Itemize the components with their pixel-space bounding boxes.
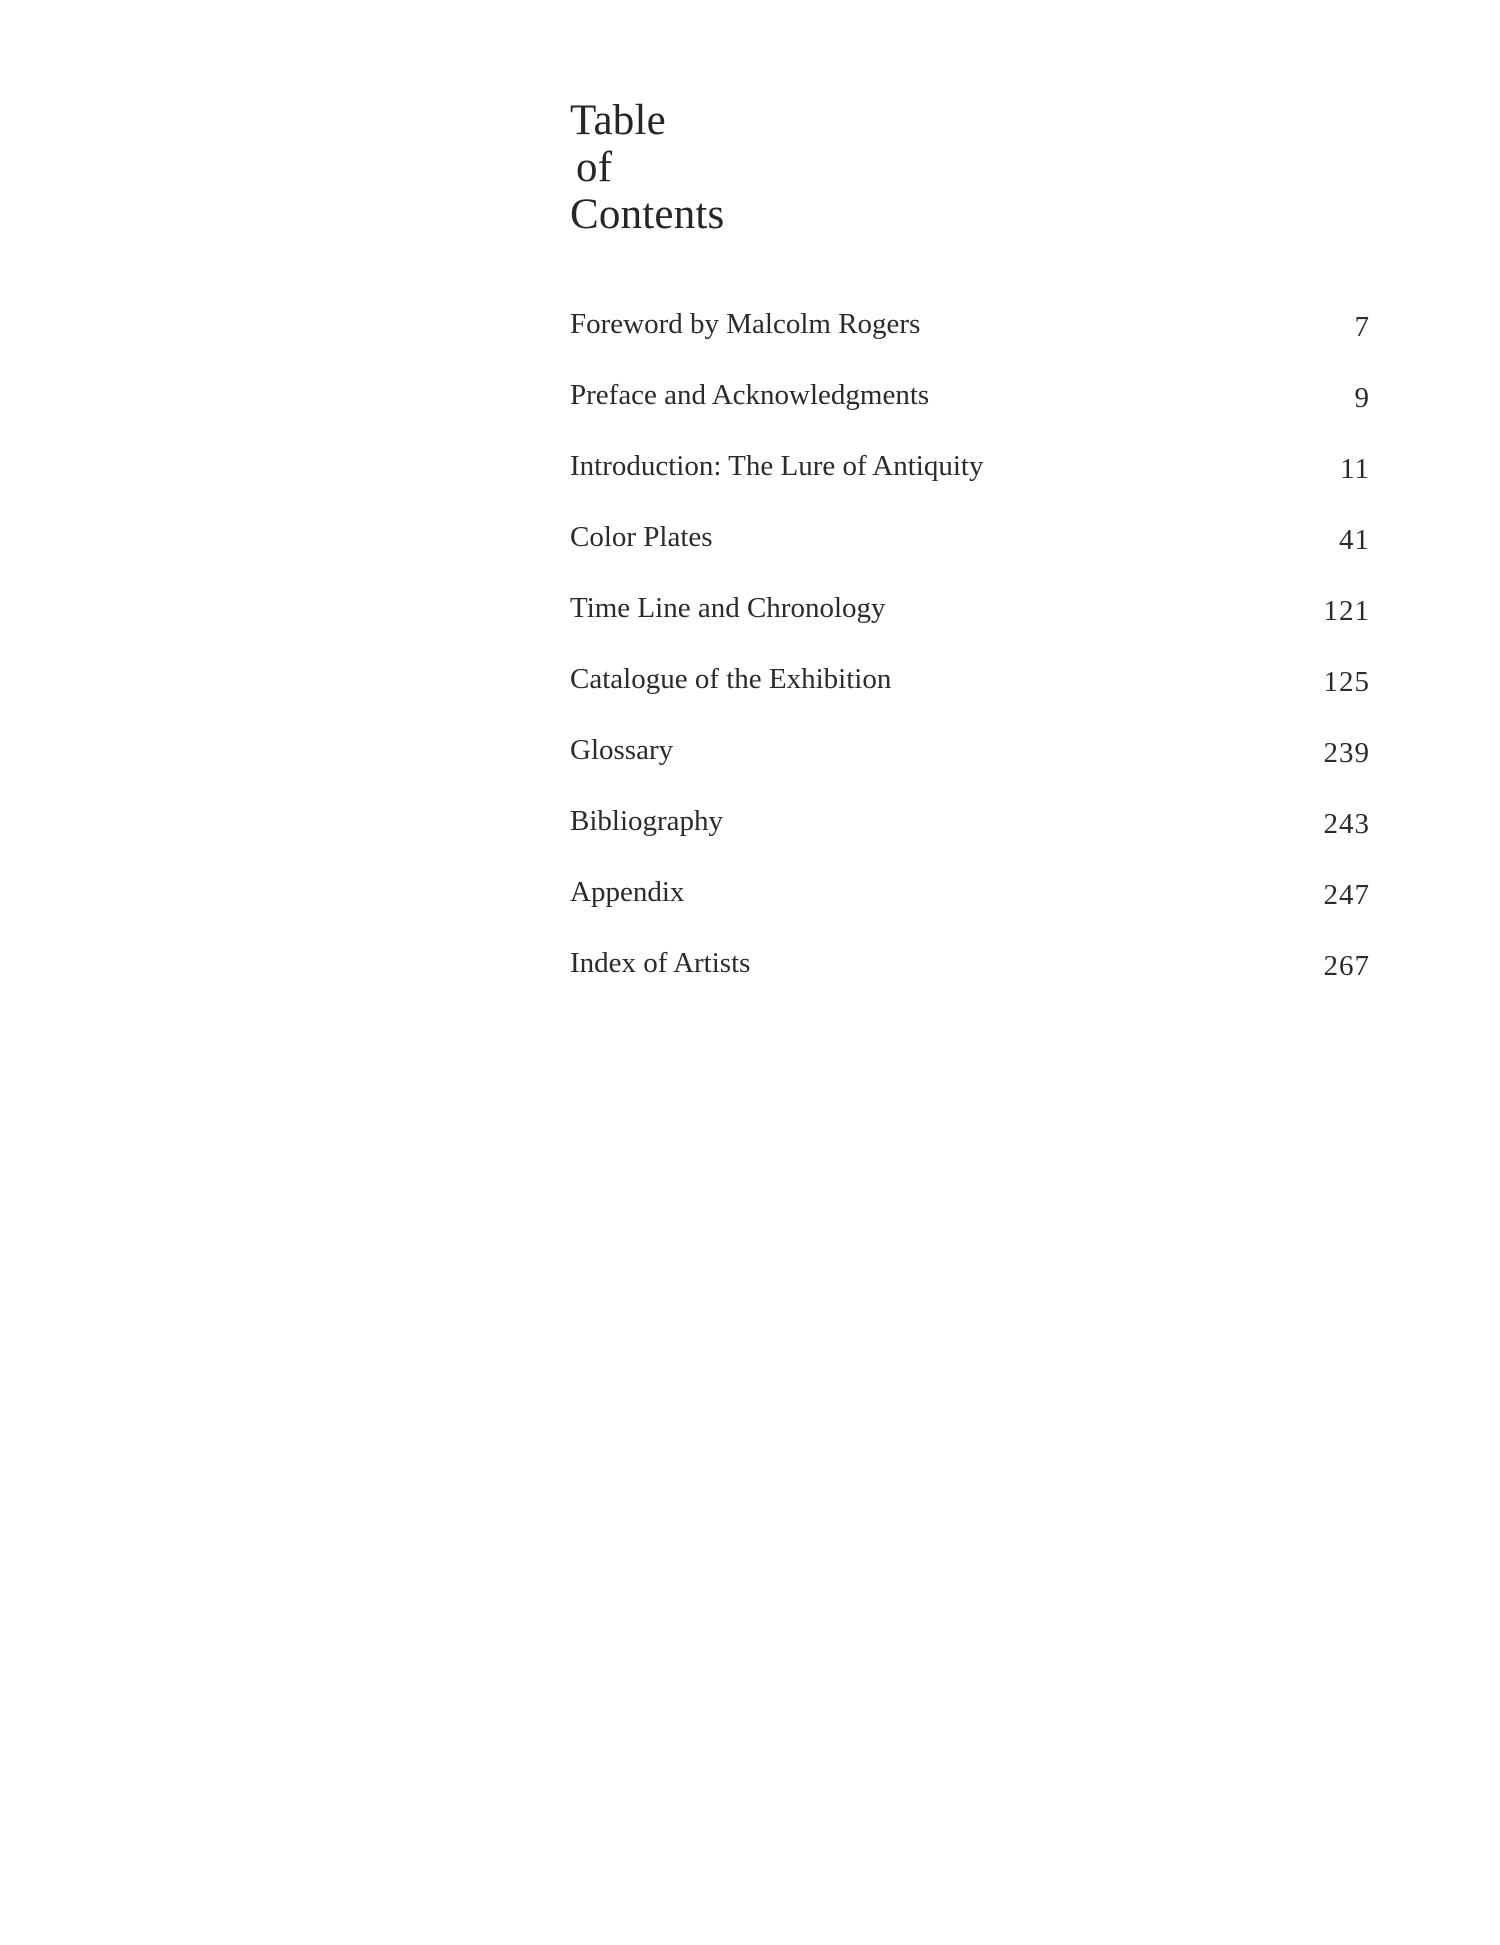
- toc-entry-label: Appendix: [570, 876, 685, 908]
- toc-entry-page-number: 247: [1323, 879, 1370, 911]
- toc-entry-foreword: [570, 300, 1370, 371]
- toc-entry-introduction: [570, 442, 1370, 513]
- toc-entry-label: Glossary: [570, 734, 674, 766]
- toc-entry-page-number: 41: [1339, 524, 1370, 556]
- toc-entry-page-number: 239: [1323, 737, 1370, 769]
- toc-entry-label: Index of Artists: [570, 947, 751, 979]
- toc-entry-page-number: 121: [1323, 595, 1370, 627]
- toc-entry-catalogue: [570, 655, 1370, 726]
- toc-entry-time-line: [570, 584, 1370, 655]
- toc-entry-page-number: 243: [1323, 808, 1370, 840]
- toc-entry-label: Preface and Acknowledgments: [570, 379, 930, 411]
- toc-entry-label: Time Line and Chronology: [570, 592, 886, 624]
- toc-entry-page-number: 7: [1354, 311, 1370, 343]
- toc-entry-page-number: 267: [1323, 950, 1370, 982]
- table-of-contents-list: [570, 300, 1370, 1010]
- title-line-of: of: [576, 144, 613, 191]
- toc-entry-index-of-artists: [570, 939, 1370, 1010]
- toc-entry-label: Introduction: The Lure of Antiquity: [570, 450, 984, 482]
- toc-entry-appendix: [570, 868, 1370, 939]
- toc-entry-preface: [570, 371, 1370, 442]
- title-line-table: Table: [570, 97, 666, 144]
- toc-entry-label: Foreword by Malcolm Rogers: [570, 308, 921, 340]
- toc-entry-label: Catalogue of the Exhibition: [570, 663, 892, 695]
- toc-entry-label: Color Plates: [570, 521, 713, 553]
- toc-entry-color-plates: [570, 513, 1370, 584]
- toc-entry-bibliography: [570, 797, 1370, 868]
- page-title: [570, 97, 725, 238]
- toc-entry-page-number: 125: [1323, 666, 1370, 698]
- toc-entry-label: Bibliography: [570, 805, 724, 837]
- toc-entry-page-number: 11: [1340, 453, 1370, 485]
- title-line-contents: Contents: [570, 191, 725, 238]
- toc-entry-glossary: [570, 726, 1370, 797]
- toc-entry-page-number: 9: [1354, 382, 1370, 414]
